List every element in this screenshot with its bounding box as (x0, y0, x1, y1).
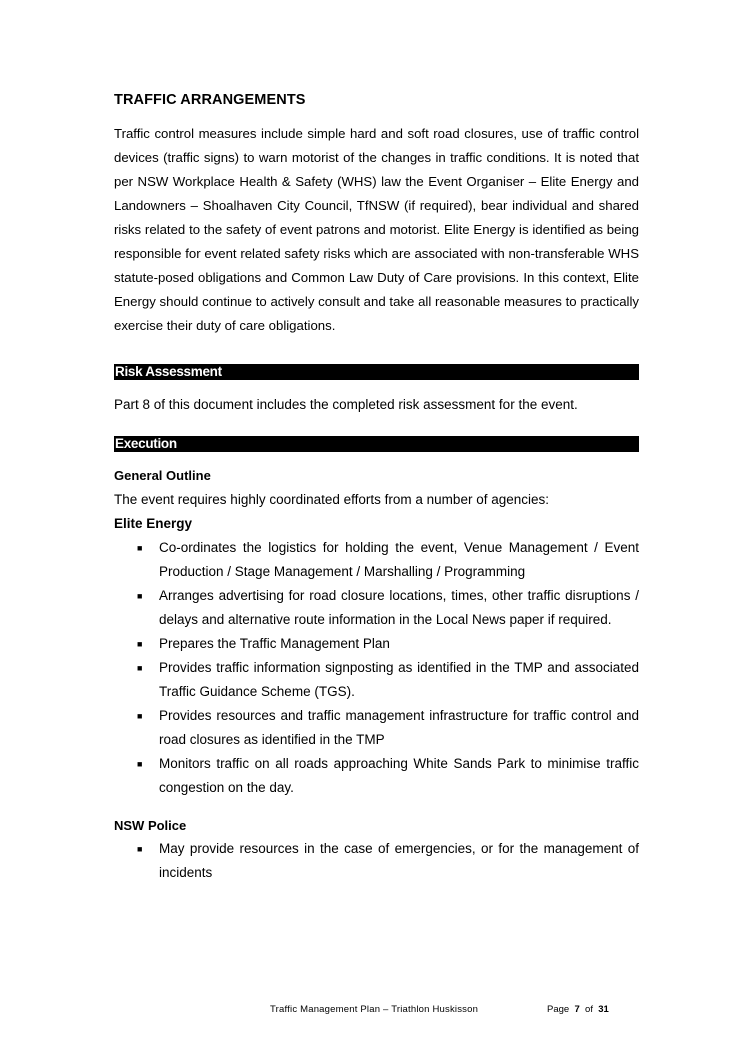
nsw-police-title: NSW Police (114, 818, 187, 833)
general-outline-title: General Outline (114, 468, 211, 483)
risk-assessment-text: Part 8 of this document includes the completed risk assessment for the event. (114, 397, 578, 412)
list-item: ■ Provides resources and traffic management infrastructure for traffic control and road closures as identified in the TMP (114, 704, 639, 752)
general-outline-text: The event requires highly coordinated efforts from a number of agencies: (114, 492, 549, 507)
risk-assessment-header: Risk Assessment (114, 364, 639, 380)
bullet-icon: ■ (137, 543, 143, 553)
nsw-police-list (114, 837, 639, 885)
bullet-icon: ■ (137, 639, 143, 649)
list-item: ■ Provides traffic information signposting as identified in the TMP and associated Traffic Guidance Scheme (TGS). (114, 656, 639, 704)
bullet-icon: ■ (137, 663, 143, 673)
intro-paragraph: Traffic control measures include simple hard and soft road closures, use of traffic control devices (traffic signs) to warn motorist of the changes in traffic conditions. It is noted that per NSW Workplace Health & Safety (WHS) law the Event Organiser – Elite Energy and Landowners – Shoalhaven City Council, TfNSW (if required), bear individual and shared risks related to the safety of event patrons and motorist. Elite Energy is identified as being responsible for event related safety risks which are associated with non-transferable WHS statute-posed obligations and Common Law Duty of Care provisions. In this context, Elite Energy should continue to actively consult and take all reasonable measures to practically exercise their duty of care obligations. (114, 126, 639, 333)
elite-energy-list (114, 536, 639, 800)
section-heading: TRAFFIC ARRANGEMENTS (114, 92, 306, 108)
bullet-icon: ■ (137, 759, 143, 769)
list-item: ■ Prepares the Traffic Management Plan (114, 632, 639, 656)
bullet-icon: ■ (137, 844, 143, 854)
bullet-icon: ■ (137, 711, 143, 721)
footer-page-number: Page 7 of 31 (547, 1004, 609, 1015)
list-item: ■ Monitors traffic on all roads approaching White Sands Park to minimise traffic congestion on the day. (114, 752, 639, 800)
list-item: ■ Arranges advertising for road closure locations, times, other traffic disruptions / delays and alternative route information in the Local News paper if required. (114, 584, 639, 632)
list-item: ■ Co-ordinates the logistics for holding the event, Venue Management / Event Production / Stage Management / Marshalling / Programming (114, 536, 639, 584)
execution-header: Execution (114, 436, 639, 452)
bullet-icon: ■ (137, 591, 143, 601)
footer-doc-title: Traffic Management Plan – Triathlon Huskisson (270, 1004, 479, 1015)
elite-energy-title: Elite Energy (114, 516, 193, 531)
list-item: ■ May provide resources in the case of emergencies, or for the management of incidents (114, 837, 639, 885)
